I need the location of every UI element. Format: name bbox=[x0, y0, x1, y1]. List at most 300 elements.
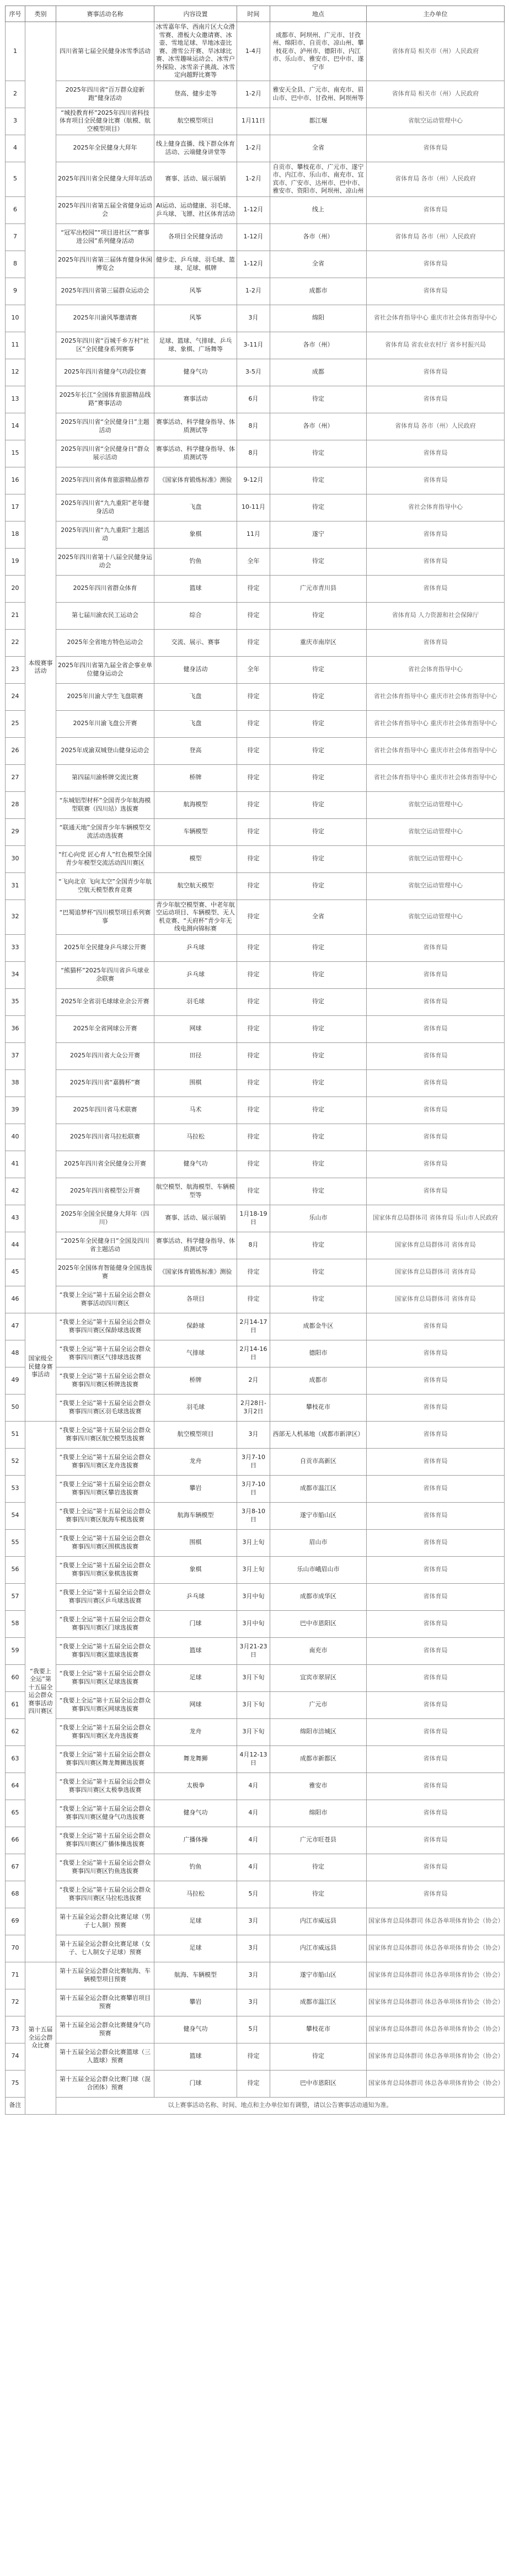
cell-organizer: 国家体育总局体群司 体总各单项体育协会（协会） bbox=[367, 1962, 505, 1989]
cell-time: 1-2月 bbox=[237, 162, 270, 196]
cell-event-name: “冠军出校园”“项目进社区”“赛事进公园”系列健身活动 bbox=[56, 223, 154, 251]
cell-content: AI运动、运动健康、羽毛球、乒乓球、飞镖、社区体育活动 bbox=[154, 196, 237, 223]
cell-time: 10-11月 bbox=[237, 494, 270, 521]
cell-event-name: “2025年全民健身日”全国及四川省主题活动 bbox=[56, 1232, 154, 1259]
cell-time: 3-11月 bbox=[237, 332, 270, 359]
cell-content: 田径 bbox=[154, 1042, 237, 1069]
cell-event-name: 2025年长江“全国体育旅游精品线路”赛事活动 bbox=[56, 386, 154, 413]
cell-no: 7 bbox=[6, 223, 25, 251]
cell-place: 成都市 bbox=[270, 1367, 367, 1394]
cell-time: 待定 bbox=[237, 1042, 270, 1069]
cell-event-name: “我要上全运”第十五届全运会群众赛事四川赛区网球选拔赛 bbox=[56, 1691, 154, 1718]
cell-place: 遂宁 bbox=[270, 521, 367, 548]
table-row bbox=[6, 1151, 505, 1178]
cell-organizer: 省体育局 bbox=[367, 135, 505, 162]
table-row bbox=[6, 1475, 505, 1502]
cell-content: 风筝 bbox=[154, 278, 237, 305]
cell-event-name: “我要上全运”第十五届全运会群众赛事四川赛区羽毛球选拔赛 bbox=[56, 1394, 154, 1421]
cell-content: 篮球 bbox=[154, 2043, 237, 2070]
cell-no: 4 bbox=[6, 135, 25, 162]
cell-place: 待定 bbox=[270, 1124, 367, 1151]
cell-time: 3月中旬 bbox=[237, 1610, 270, 1637]
cell-event-name: 第十五届全运会群众比赛健身气功预赛 bbox=[56, 2016, 154, 2043]
cell-content: 保龄球 bbox=[154, 1313, 237, 1340]
cell-no: 70 bbox=[6, 1935, 25, 1962]
cell-organizer: 省体育局 bbox=[367, 1313, 505, 1340]
cell-organizer: 省体育局 bbox=[367, 1421, 505, 1448]
cell-time: 1-12月 bbox=[237, 223, 270, 251]
cell-organizer: 国家体育总局体群司 体总各单项体育协会（协会） bbox=[367, 1935, 505, 1962]
cell-time: 2月 bbox=[237, 1367, 270, 1394]
cell-time: 待定 bbox=[237, 1069, 270, 1097]
cell-place: 待定 bbox=[270, 656, 367, 683]
cell-organizer: 省体育局 bbox=[367, 548, 505, 575]
table-row bbox=[6, 1827, 505, 1854]
cell-content: 飞盘 bbox=[154, 683, 237, 710]
cell-content: 登高、健步走等 bbox=[154, 81, 237, 108]
cell-content: 足球 bbox=[154, 1664, 237, 1691]
table-row bbox=[6, 108, 505, 135]
cell-time: 4月 bbox=[237, 1773, 270, 1800]
cell-organizer: 省体育局 bbox=[367, 1610, 505, 1637]
cell-organizer: 省体育局 各市（州）人民政府 bbox=[367, 162, 505, 196]
cell-place: 巴中市恩阳区 bbox=[270, 2070, 367, 2097]
cell-organizer: 省体育局 bbox=[367, 1881, 505, 1908]
cell-event-name: “我要上全运”第十五届全运会群众赛事四川赛区篮球选拔赛 bbox=[56, 1637, 154, 1664]
cell-no: 74 bbox=[6, 2043, 25, 2070]
cell-no: 18 bbox=[6, 521, 25, 548]
cell-place: 雅安天全县、广元市、南充市、眉山市、巴中市、甘孜州、阿坝州等 bbox=[270, 81, 367, 108]
table-row bbox=[6, 1502, 505, 1529]
table-row bbox=[6, 791, 505, 818]
cell-time: 3月21-23日 bbox=[237, 1637, 270, 1664]
cell-content: 青少年航空模型赛、中老年航空运动项目、车辆模型、无人机竞赛、“天府杯”青少年无线电测向锦标赛 bbox=[154, 900, 237, 934]
cell-content: 篮球 bbox=[154, 575, 237, 602]
cell-no: 5 bbox=[6, 162, 25, 196]
table-row bbox=[6, 1718, 505, 1745]
cell-organizer: 省体育局 bbox=[367, 1556, 505, 1583]
cell-organizer: 省体育局 相关市（州）人民政府 bbox=[367, 81, 505, 108]
cell-organizer: 省体育局 bbox=[367, 1367, 505, 1394]
cell-place: 各市（州） bbox=[270, 332, 367, 359]
cell-place: 宜宾市翠屏区 bbox=[270, 1664, 367, 1691]
cell-content: 乒乓球 bbox=[154, 961, 237, 988]
cell-no: 59 bbox=[6, 1637, 25, 1664]
cell-time: 待定 bbox=[237, 737, 270, 764]
cell-event-name: “我要上全运”第十五届全运会群众赛事四川赛区舞龙舞狮选拔赛 bbox=[56, 1745, 154, 1773]
table-row bbox=[6, 1340, 505, 1367]
cell-time: 待定 bbox=[237, 629, 270, 656]
cell-no: 19 bbox=[6, 548, 25, 575]
cell-content: 赛事活动、科学健身指导、体质测试等 bbox=[154, 440, 237, 467]
cell-no: 1 bbox=[6, 22, 25, 81]
cell-content: 足球、篮球、气排球、乒乓球、象棋、广场舞等 bbox=[154, 332, 237, 359]
table-row bbox=[6, 845, 505, 872]
table-row bbox=[6, 1556, 505, 1583]
cell-organizer: 国家体育总局体群司 体总各单项体育协会（协会） bbox=[367, 1908, 505, 1935]
cell-event-name: 2025年四川省马术联赛 bbox=[56, 1097, 154, 1124]
cell-no: 45 bbox=[6, 1259, 25, 1286]
cell-content: 交流、展示、赛事 bbox=[154, 629, 237, 656]
cell-content: 健身气功 bbox=[154, 359, 237, 386]
table-row bbox=[6, 1313, 505, 1340]
cell-time: 8月 bbox=[237, 1232, 270, 1259]
cell-content: 攀岩 bbox=[154, 1989, 237, 2016]
cell-no: 54 bbox=[6, 1502, 25, 1529]
cell-time: 3月下旬 bbox=[237, 1691, 270, 1718]
cell-content: 线上健身直播、线下群众体育活动、云端健身讲堂等 bbox=[154, 135, 237, 162]
cell-content: 航海车辆模型 bbox=[154, 1502, 237, 1529]
cell-event-name: 2025年四川省健身气功段位赛 bbox=[56, 359, 154, 386]
cell-event-name: “我要上全运”第十五届全运会群众赛事四川赛区马拉松选拔赛 bbox=[56, 1881, 154, 1908]
cell-place: 广元市旺苍县 bbox=[270, 1827, 367, 1854]
table-row bbox=[6, 1664, 505, 1691]
cell-content: 太极拳 bbox=[154, 1773, 237, 1800]
cell-time: 待定 bbox=[237, 1286, 270, 1313]
cell-organizer: 省体育局 bbox=[367, 1583, 505, 1610]
cell-place: 待定 bbox=[270, 1232, 367, 1259]
cell-event-name: “我要上全运”第十五届全运会群众赛事四川赛区门球选拔赛 bbox=[56, 1610, 154, 1637]
table-row bbox=[6, 900, 505, 934]
schedule-table-container bbox=[5, 6, 504, 2115]
cell-content: 赛事、活动、展示展销 bbox=[154, 162, 237, 196]
cell-time: 4月 bbox=[237, 1800, 270, 1827]
cell-organizer: 省体育局 bbox=[367, 1827, 505, 1854]
cell-place: 待定 bbox=[270, 710, 367, 737]
cell-place: 成都金牛区 bbox=[270, 1313, 367, 1340]
cell-no: 39 bbox=[6, 1097, 25, 1124]
table-row bbox=[6, 737, 505, 764]
cell-place: 全省 bbox=[270, 900, 367, 934]
cell-no: 40 bbox=[6, 1124, 25, 1151]
cell-content: 网球 bbox=[154, 1015, 237, 1042]
cell-time: 3月中旬 bbox=[237, 1583, 270, 1610]
cell-organizer: 国家体育总局群体司 省体育局 bbox=[367, 1286, 505, 1313]
cell-event-name: “飞向北京 飞向太空”全国青少年航空航天模型教育竞赛 bbox=[56, 872, 154, 900]
cell-event-name: 第十五届全运会群众比赛篮球（三人篮球）预赛 bbox=[56, 2043, 154, 2070]
cell-content: 赛事活动 bbox=[154, 386, 237, 413]
remark-text: 以上赛事活动名称、时间、地点和主办单位如有调整，请以公告赛事活动通知为准。 bbox=[56, 2097, 505, 2114]
cell-organizer: 省体育局 bbox=[367, 1042, 505, 1069]
cell-event-name: 2025年四川省第五届全省健身运动会 bbox=[56, 196, 154, 223]
cell-time: 待定 bbox=[237, 575, 270, 602]
table-row bbox=[6, 278, 505, 305]
cell-event-name: 2025年四川省“全民健身日”主题活动 bbox=[56, 413, 154, 440]
cell-event-name: 2025年四川省第九届全省企事业单位健身运动会 bbox=[56, 656, 154, 683]
cell-content: 马拉松 bbox=[154, 1124, 237, 1151]
cell-place: 待定 bbox=[270, 440, 367, 467]
cell-place: 待定 bbox=[270, 1854, 367, 1881]
cell-event-name: 2025年四川省大众公开赛 bbox=[56, 1042, 154, 1069]
cell-category: 第十五届全运会群众比赛 bbox=[25, 1962, 56, 2114]
cell-content: 乒乓球 bbox=[154, 1583, 237, 1610]
cell-organizer: 省体育局 bbox=[367, 521, 505, 548]
cell-event-name: “我要上全运”第十五届全运会群众赛事四川赛区桥牌选拔赛 bbox=[56, 1367, 154, 1394]
cell-category: “我要上全运”第十五届全运会群众赛事活动四川赛区 bbox=[25, 1421, 56, 1962]
table-row bbox=[6, 1881, 505, 1908]
cell-event-name: “我要上全运”第十五届全运会群众赛事四川赛区太极拳选拔赛 bbox=[56, 1773, 154, 1800]
table-row bbox=[6, 196, 505, 223]
cell-place: 巴中市恩阳区 bbox=[270, 1610, 367, 1637]
cell-time: 5月 bbox=[237, 2016, 270, 2043]
cell-organizer: 省体育局 bbox=[367, 386, 505, 413]
cell-place: 南充市 bbox=[270, 1637, 367, 1664]
remark-row bbox=[6, 2097, 505, 2114]
cell-no: 68 bbox=[6, 1881, 25, 1908]
table-row bbox=[6, 1745, 505, 1773]
cell-time: 待定 bbox=[237, 900, 270, 934]
cell-time: 1月11日 bbox=[237, 108, 270, 135]
cell-place: 待定 bbox=[270, 988, 367, 1015]
cell-no: 42 bbox=[6, 1178, 25, 1205]
table-row bbox=[6, 1232, 505, 1259]
table-row bbox=[6, 1908, 505, 1935]
cell-no: 16 bbox=[6, 467, 25, 494]
cell-place: 待定 bbox=[270, 1259, 367, 1286]
cell-organizer: 国家体育总局体群司 体总各单项体育协会（协会） bbox=[367, 2016, 505, 2043]
table-row bbox=[6, 1205, 505, 1232]
cell-event-name: 2025年四川省第十八届全民健身运动会 bbox=[56, 548, 154, 575]
cell-place: 攀枝花市 bbox=[270, 1394, 367, 1421]
cell-no: 37 bbox=[6, 1042, 25, 1069]
table-row bbox=[6, 1069, 505, 1097]
cell-event-name: 2025年四川省模型公开赛 bbox=[56, 1178, 154, 1205]
cell-organizer: 省体育局 bbox=[367, 575, 505, 602]
cell-organizer: 省社会体育指导中心 bbox=[367, 494, 505, 521]
cell-no: 61 bbox=[6, 1691, 25, 1718]
cell-event-name: “我要上全运”第十五届全运会群众赛事四川赛区气排球选拔赛 bbox=[56, 1340, 154, 1367]
cell-time: 1-2月 bbox=[237, 278, 270, 305]
table-row bbox=[6, 1854, 505, 1881]
cell-event-name: 2025年四川省全民健身公开赛 bbox=[56, 1151, 154, 1178]
cell-organizer: 国家体育总局群体司 省体育局 乐山市人民政府 bbox=[367, 1205, 505, 1232]
cell-place: 待定 bbox=[270, 934, 367, 961]
cell-no: 12 bbox=[6, 359, 25, 386]
cell-place: 成都市成华区 bbox=[270, 1583, 367, 1610]
cell-no: 66 bbox=[6, 1827, 25, 1854]
cell-event-name: “联通天地”全国青少年车辆模型交流活动选拔赛 bbox=[56, 818, 154, 845]
cell-place: 绵阳市 bbox=[270, 1800, 367, 1827]
cell-organizer: 省体育局 bbox=[367, 1529, 505, 1556]
cell-event-name: “我要上全运”第十五届全运会群众赛事四川赛区龙舟选拔赛 bbox=[56, 1718, 154, 1745]
cell-place: 内江市威远县 bbox=[270, 1935, 367, 1962]
cell-place: 待定 bbox=[270, 1286, 367, 1313]
cell-time: 2月28日-3月2日 bbox=[237, 1394, 270, 1421]
cell-time: 待定 bbox=[237, 961, 270, 988]
cell-no: 62 bbox=[6, 1718, 25, 1745]
cell-time: 9-12月 bbox=[237, 467, 270, 494]
cell-place: 待定 bbox=[270, 764, 367, 791]
cell-no: 11 bbox=[6, 332, 25, 359]
cell-place: 全省 bbox=[270, 251, 367, 278]
cell-place: 待定 bbox=[270, 1151, 367, 1178]
cell-organizer: 省体育局 bbox=[367, 1448, 505, 1475]
cell-event-name: 2025年四川省全民健身大拜年活动 bbox=[56, 162, 154, 196]
remark-label: 备注 bbox=[6, 2097, 25, 2114]
cell-time: 1-12月 bbox=[237, 251, 270, 278]
cell-no: 51 bbox=[6, 1421, 25, 1448]
cell-no: 43 bbox=[6, 1205, 25, 1232]
cell-event-name: “我要上全运”第十五届全运会群众赛事四川赛区钓鱼选拔赛 bbox=[56, 1854, 154, 1881]
cell-place: 待定 bbox=[270, 602, 367, 629]
cell-place: 待定 bbox=[270, 548, 367, 575]
cell-organizer: 省体育局 bbox=[367, 1394, 505, 1421]
cell-event-name: 第十五届全运会群众比赛航海、车辆模型项目预赛 bbox=[56, 1962, 154, 1989]
cell-organizer: 省体育局 bbox=[367, 251, 505, 278]
cell-event-name: 2025年四川省“全民健身日”群众展示活动 bbox=[56, 440, 154, 467]
cell-no: 75 bbox=[6, 2070, 25, 2097]
cell-place: 内江市威远县 bbox=[270, 1908, 367, 1935]
cell-organizer: 国家体育总局体群司 体总各单项体育协会（协会） bbox=[367, 2043, 505, 2070]
cell-time: 待定 bbox=[237, 872, 270, 900]
cell-time: 待定 bbox=[237, 764, 270, 791]
cell-place: 待定 bbox=[270, 386, 367, 413]
table-row bbox=[6, 818, 505, 845]
cell-time: 2月14-17日 bbox=[237, 1313, 270, 1340]
table-row bbox=[6, 135, 505, 162]
cell-content: 篮球 bbox=[154, 1637, 237, 1664]
cell-content: 羽毛球 bbox=[154, 988, 237, 1015]
cell-time: 3月上旬 bbox=[237, 1529, 270, 1556]
table-row bbox=[6, 1015, 505, 1042]
cell-time: 2月14-16日 bbox=[237, 1340, 270, 1367]
cell-content: 足球 bbox=[154, 1935, 237, 1962]
cell-no: 27 bbox=[6, 764, 25, 791]
cell-place: 成都市温江区 bbox=[270, 1475, 367, 1502]
cell-no: 34 bbox=[6, 961, 25, 988]
cell-event-name: “城投教育杯”2025年四川省科技体育项目全民健身比赛（航模、航空模型项目） bbox=[56, 108, 154, 135]
cell-event-name: 2025年四川省体育旅游精品推荐 bbox=[56, 467, 154, 494]
cell-organizer: 省体育局 bbox=[367, 1015, 505, 1042]
cell-event-name: “我要上全运”第十五届全运会群众赛事四川赛区龙舟选拔赛 bbox=[56, 1448, 154, 1475]
cell-organizer: 省体育局 bbox=[367, 1854, 505, 1881]
cell-no: 48 bbox=[6, 1340, 25, 1367]
cell-time: 全年 bbox=[237, 656, 270, 683]
cell-content: 飞盘 bbox=[154, 710, 237, 737]
cell-place: 遂宁市船山区 bbox=[270, 1502, 367, 1529]
cell-event-name: 2025年四川省第三届群众运动会 bbox=[56, 278, 154, 305]
cell-event-name: 第七届川渝农民工运动会 bbox=[56, 602, 154, 629]
cell-place: 待定 bbox=[270, 467, 367, 494]
table-row bbox=[6, 1800, 505, 1827]
table-row bbox=[6, 1178, 505, 1205]
cell-organizer: 省体育局 bbox=[367, 1475, 505, 1502]
cell-time: 3月8-10日 bbox=[237, 1502, 270, 1529]
cell-event-name: 2025年全国全民健身大拜年（四川） bbox=[56, 1205, 154, 1232]
header-organizer: 主办单位 bbox=[367, 6, 505, 22]
cell-no: 44 bbox=[6, 1232, 25, 1259]
cell-content: 龙舟 bbox=[154, 1448, 237, 1475]
cell-no: 21 bbox=[6, 602, 25, 629]
cell-no: 47 bbox=[6, 1313, 25, 1340]
cell-place: 绵阳市涪城区 bbox=[270, 1718, 367, 1745]
cell-no: 28 bbox=[6, 791, 25, 818]
cell-content: 攀岩 bbox=[154, 1475, 237, 1502]
cell-place: 绵阳 bbox=[270, 305, 367, 332]
cell-time: 8月 bbox=[237, 440, 270, 467]
cell-content: 龙舟 bbox=[154, 1718, 237, 1745]
cell-event-name: “我要上全运”第十五届全运会群众赛事四川赛区广播体操选拔赛 bbox=[56, 1827, 154, 1854]
cell-no: 72 bbox=[6, 1989, 25, 2016]
cell-no: 9 bbox=[6, 278, 25, 305]
cell-time: 3月7-10日 bbox=[237, 1448, 270, 1475]
cell-organizer: 省航空运动管理中心 bbox=[367, 900, 505, 934]
cell-content: 羽毛球 bbox=[154, 1394, 237, 1421]
table-row bbox=[6, 629, 505, 656]
cell-no: 69 bbox=[6, 1908, 25, 1935]
cell-event-name: “我要上全运”第十五届全运会群众赛事四川赛区航海车模选拔赛 bbox=[56, 1502, 154, 1529]
cell-time: 3月 bbox=[237, 1421, 270, 1448]
cell-no: 2 bbox=[6, 81, 25, 108]
table-row bbox=[6, 2043, 505, 2070]
cell-organizer: 省体育局 bbox=[367, 359, 505, 386]
cell-content: 马拉松 bbox=[154, 1881, 237, 1908]
cell-organizer: 省体育局 各市（州）人民政府 bbox=[367, 223, 505, 251]
cell-time: 全年 bbox=[237, 548, 270, 575]
cell-organizer: 省体育局 人力资源和社会保障厅 bbox=[367, 602, 505, 629]
cell-organizer: 省体育局 bbox=[367, 1069, 505, 1097]
cell-no: 67 bbox=[6, 1854, 25, 1881]
table-row bbox=[6, 1286, 505, 1313]
cell-event-name: “熊猫杯”2025年四川省乒乓球业余联赛 bbox=[56, 961, 154, 988]
cell-organizer: 省体育局 bbox=[367, 1151, 505, 1178]
cell-event-name: 2025年成渝双城登山健身运动会 bbox=[56, 737, 154, 764]
cell-content: 各项目全民健身活动 bbox=[154, 223, 237, 251]
table-row bbox=[6, 467, 505, 494]
cell-organizer: 省体育局 相关市（州）人民政府 bbox=[367, 22, 505, 81]
cell-time: 1-12月 bbox=[237, 196, 270, 223]
table-row bbox=[6, 413, 505, 440]
cell-organizer: 省体育局 bbox=[367, 1637, 505, 1664]
cell-organizer: 省体育局 bbox=[367, 1773, 505, 1800]
cell-organizer: 省社会体育指导中心 重庆市社会体育指导中心 bbox=[367, 737, 505, 764]
table-row bbox=[6, 872, 505, 900]
cell-place: 成都 bbox=[270, 359, 367, 386]
table-row bbox=[6, 548, 505, 575]
cell-organizer: 省体育局 bbox=[367, 1718, 505, 1745]
cell-place: 待定 bbox=[270, 961, 367, 988]
cell-time: 3月下旬 bbox=[237, 1664, 270, 1691]
cell-time: 待定 bbox=[237, 845, 270, 872]
header-content: 内容设置 bbox=[154, 6, 237, 22]
table-row bbox=[6, 1097, 505, 1124]
cell-no: 31 bbox=[6, 872, 25, 900]
cell-content: 马术 bbox=[154, 1097, 237, 1124]
table-row bbox=[6, 1448, 505, 1475]
cell-organizer: 国家体育总局群体司 省体育局 bbox=[367, 1259, 505, 1286]
cell-no: 50 bbox=[6, 1394, 25, 1421]
cell-time: 3月 bbox=[237, 305, 270, 332]
cell-no: 29 bbox=[6, 818, 25, 845]
cell-place: 眉山市 bbox=[270, 1529, 367, 1556]
cell-no: 73 bbox=[6, 2016, 25, 2043]
cell-event-name: “红心向党 匠心育人”红色模型全国青少年模型交流活动四川赛区 bbox=[56, 845, 154, 872]
cell-no: 41 bbox=[6, 1151, 25, 1178]
table-row bbox=[6, 223, 505, 251]
table-row bbox=[6, 305, 505, 332]
cell-event-name: “我要上全运”第十五届全运会群众赛事四川赛区健身气功选拔赛 bbox=[56, 1800, 154, 1827]
cell-organizer: 省体育局 bbox=[367, 278, 505, 305]
cell-place: 待定 bbox=[270, 2043, 367, 2070]
cell-event-name: 2025年全国体育智能健身全国选拔赛 bbox=[56, 1259, 154, 1286]
cell-event-name: 2025年四川省马拉松联赛 bbox=[56, 1124, 154, 1151]
cell-organizer: 国家体育总局体群司 体总各单项体育协会（协会） bbox=[367, 2070, 505, 2097]
cell-time: 待定 bbox=[237, 2070, 270, 2097]
header-no: 序号 bbox=[6, 6, 25, 22]
cell-no: 32 bbox=[6, 900, 25, 934]
cell-organizer: 省体育局 bbox=[367, 196, 505, 223]
cell-organizer: 省体育局 bbox=[367, 1124, 505, 1151]
